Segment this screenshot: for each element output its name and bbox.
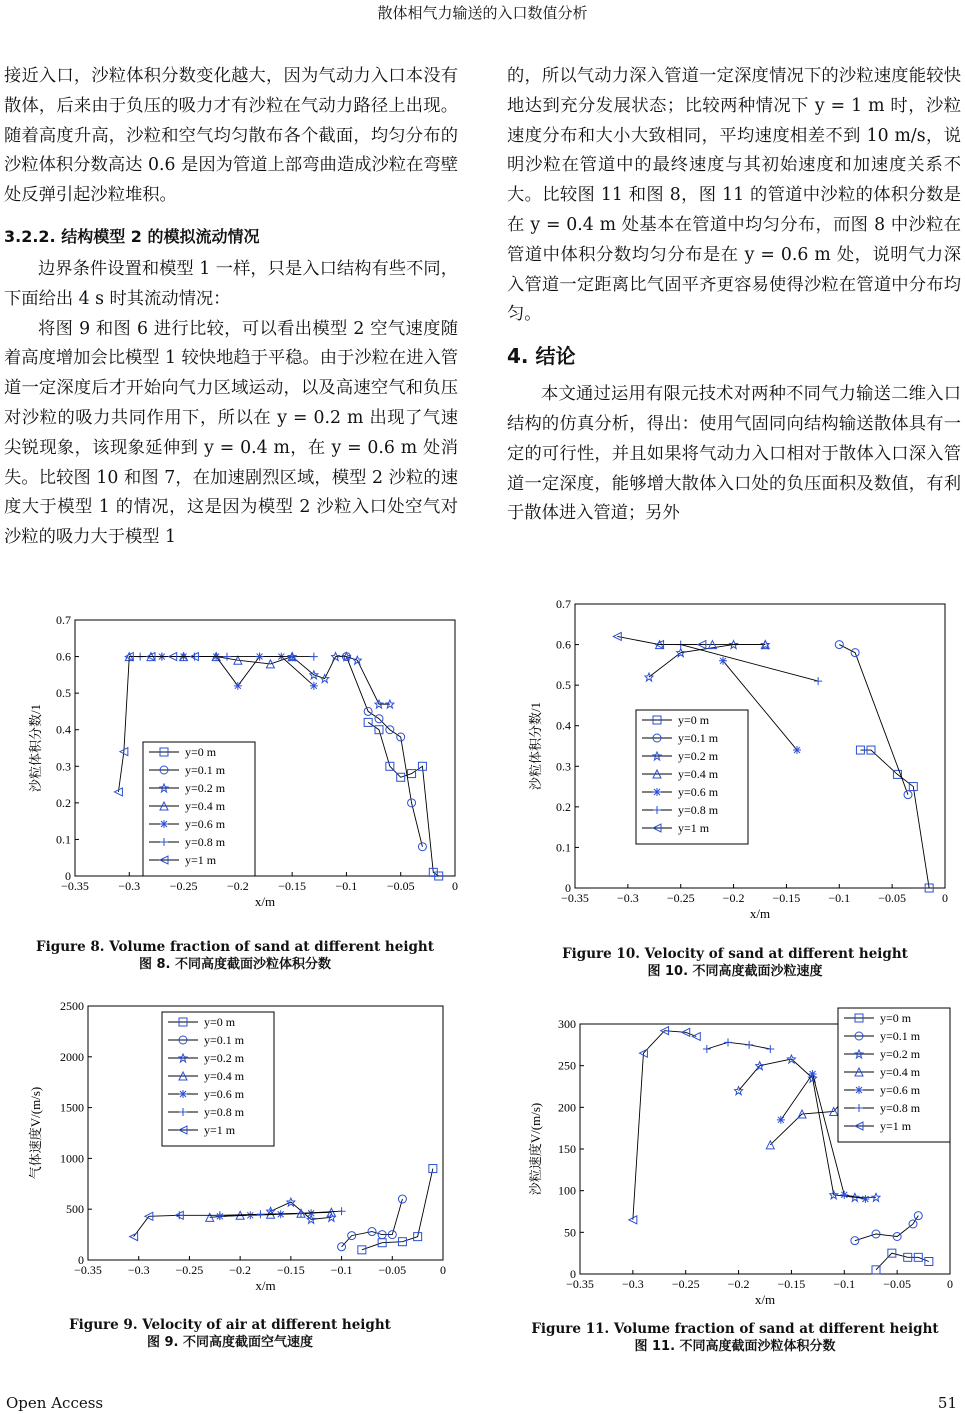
x-tick-label: −0.05 bbox=[878, 891, 907, 905]
data-point bbox=[809, 1070, 817, 1078]
figure-10 bbox=[520, 590, 950, 930]
figure-8-caption bbox=[20, 938, 450, 974]
legend-label: y=0 m bbox=[880, 1011, 912, 1025]
legend-label: y=0.4 m bbox=[880, 1065, 921, 1079]
y-tick-label: 0 bbox=[570, 1267, 576, 1281]
y-tick-label: 100 bbox=[558, 1183, 576, 1198]
y-tick-label: 0.5 bbox=[556, 678, 571, 693]
x-tick-label: −0.1 bbox=[335, 879, 358, 893]
series-y-0-m bbox=[872, 1249, 933, 1274]
x-tick-label: −0.05 bbox=[386, 879, 415, 893]
legend-label: y=0.1 m bbox=[185, 763, 226, 777]
figure-8 bbox=[20, 606, 458, 924]
legend-label: y=0.1 m bbox=[678, 731, 719, 745]
section-heading-3-2-2: 3.2.2. 结构模型 2 的模拟流动情况 bbox=[4, 226, 260, 246]
series-y-0.1-m bbox=[851, 1212, 922, 1245]
data-point bbox=[835, 641, 843, 649]
legend-label: y=0.1 m bbox=[204, 1033, 245, 1047]
data-point bbox=[793, 746, 801, 754]
y-tick-label: 0 bbox=[78, 1253, 84, 1267]
series-y-0.2-m bbox=[288, 653, 394, 709]
data-point bbox=[724, 1038, 732, 1046]
legend-label: y=0.8 m bbox=[678, 803, 719, 817]
footer-page-number: 51 bbox=[937, 1394, 957, 1412]
series-line bbox=[134, 1215, 180, 1236]
x-axis-label: x/m bbox=[754, 1292, 776, 1307]
y-axis-label: 沙粒体积分数/1 bbox=[528, 701, 543, 791]
y-tick-label: 0.6 bbox=[56, 649, 71, 664]
x-tick-label: 0 bbox=[942, 891, 948, 905]
y-tick-label: 2000 bbox=[60, 1049, 84, 1064]
data-point bbox=[234, 682, 242, 690]
y-tick-label: 0.1 bbox=[56, 832, 71, 847]
figure-11-caption-en: Figure 11. Volume fraction of sand at different height bbox=[531, 1321, 939, 1337]
legend-label: y=0.1 m bbox=[880, 1029, 921, 1043]
x-tick-label: −0.15 bbox=[777, 1277, 806, 1291]
legend-label: y=1 m bbox=[185, 853, 217, 867]
y-tick-label: 0.7 bbox=[56, 613, 71, 627]
x-tick-label: −0.2 bbox=[229, 1263, 252, 1277]
legend-marker bbox=[160, 820, 168, 828]
x-tick-label: −0.1 bbox=[330, 1263, 353, 1277]
left-paragraph-3: 将图 9 和图 6 进行比较，可以看出模型 2 空气速度随着高度增加会比模型 1 较快地趋于平稳。由于沙粒在进入管道一定深度后才开始向气力区域运动，以及高速空气和负压对沙粒的吸力共同作用下，所以在 y = 0.2 m 出现了气速尖锐现象，该现象延伸到 y = 0.4 m，在 y = 0.6 m 处消失。比较图 10 和图 7，在加速剧烈区域，模型 2 沙粒的速度大于模型 1 的情况，这是因为模型 2 沙粒入口处空气对沙粒的吸力大于模型 1 bbox=[4, 318, 459, 548]
x-tick-label: 0 bbox=[452, 879, 458, 893]
series-y-1-m bbox=[130, 1211, 184, 1240]
data-point bbox=[914, 1212, 922, 1220]
footer-open-access: Open Access bbox=[6, 1394, 104, 1412]
data-point bbox=[745, 1041, 753, 1049]
data-point bbox=[925, 1258, 933, 1266]
x-tick-label: −0.25 bbox=[175, 1263, 204, 1277]
data-point bbox=[904, 791, 912, 799]
x-tick-label: −0.35 bbox=[566, 1277, 594, 1291]
data-point bbox=[861, 1195, 869, 1203]
data-point bbox=[703, 1045, 711, 1053]
series-line bbox=[707, 1042, 770, 1049]
data-point bbox=[719, 657, 727, 665]
y-tick-label: 500 bbox=[66, 1202, 84, 1217]
data-point bbox=[814, 677, 822, 685]
y-tick-label: 0.7 bbox=[556, 597, 571, 611]
x-tick-label: −0.15 bbox=[276, 1263, 305, 1277]
legend-label: y=0.2 m bbox=[204, 1051, 245, 1065]
data-point bbox=[777, 1116, 785, 1124]
y-tick-label: 200 bbox=[558, 1100, 576, 1115]
data-point bbox=[766, 1045, 774, 1053]
figure-11 bbox=[520, 1004, 953, 1307]
legend-label: y=0.2 m bbox=[678, 749, 719, 763]
series-y-0.1-m bbox=[835, 641, 912, 799]
data-point bbox=[338, 1207, 346, 1215]
y-tick-label: 0.6 bbox=[556, 637, 571, 652]
left-paragraph-2: 边界条件设置和模型 1 一样，只是入口结构有些不同，下面给出 4 s 时其流动情况： bbox=[4, 258, 458, 309]
series-y-0.8-m bbox=[175, 1207, 345, 1219]
x-tick-label: −0.3 bbox=[118, 879, 141, 893]
figure-10-chart bbox=[520, 590, 950, 930]
series-y-0-m bbox=[856, 746, 933, 892]
series-line bbox=[855, 1216, 918, 1241]
legend-label: y=1 m bbox=[204, 1123, 236, 1137]
legend-label: y=0.6 m bbox=[678, 785, 719, 799]
legend-label: y=0 m bbox=[185, 745, 217, 759]
legend-label: y=0.8 m bbox=[204, 1105, 245, 1119]
legend-label: y=0.6 m bbox=[185, 817, 226, 831]
y-tick-label: 0.4 bbox=[556, 718, 571, 733]
y-tick-label: 1000 bbox=[60, 1151, 84, 1166]
data-point bbox=[613, 632, 621, 640]
series-line bbox=[681, 645, 818, 682]
y-tick-label: 0.4 bbox=[56, 722, 71, 737]
legend-label: y=0.4 m bbox=[678, 767, 719, 781]
legend-marker bbox=[179, 1090, 187, 1098]
x-tick-label: −0.3 bbox=[127, 1263, 150, 1277]
right-column bbox=[507, 62, 961, 529]
x-tick-label: −0.25 bbox=[666, 891, 695, 905]
series-y-0-m bbox=[358, 1165, 437, 1254]
y-tick-label: 1500 bbox=[60, 1100, 84, 1115]
legend-label: y=0.8 m bbox=[185, 835, 226, 849]
section-heading-4: 4. 结论 bbox=[507, 344, 576, 369]
x-tick-label: −0.1 bbox=[833, 1277, 856, 1291]
series-line bbox=[649, 645, 765, 677]
figure-10-caption bbox=[520, 945, 950, 981]
y-tick-label: 0.3 bbox=[556, 759, 571, 774]
data-point bbox=[246, 1211, 254, 1219]
series-y-0-m bbox=[364, 718, 443, 880]
data-point bbox=[840, 1191, 848, 1199]
series-line bbox=[292, 657, 390, 705]
x-tick-label: −0.05 bbox=[883, 1277, 912, 1291]
figure-8-caption-en: Figure 8. Volume fraction of sand at different height bbox=[36, 939, 434, 955]
figure-10-caption-en: Figure 10. Velocity of sand at different height bbox=[562, 946, 908, 962]
legend-label: y=0 m bbox=[204, 1015, 236, 1029]
series-line bbox=[633, 1031, 696, 1220]
y-axis-label: 沙粒速度V/(m/s) bbox=[528, 1102, 543, 1196]
legend-label: y=1 m bbox=[880, 1119, 912, 1133]
series-line bbox=[362, 1169, 433, 1250]
series-line bbox=[346, 657, 422, 847]
x-tick-label: 0 bbox=[947, 1277, 953, 1291]
left-column bbox=[4, 62, 458, 553]
x-tick-label: −0.35 bbox=[61, 879, 89, 893]
series-y-1-m bbox=[629, 1027, 700, 1224]
x-tick-label: −0.2 bbox=[722, 891, 745, 905]
figure-11-chart bbox=[520, 1004, 953, 1307]
x-tick-label: −0.3 bbox=[616, 891, 639, 905]
running-title: 散体相气力输送的入口数值分析 bbox=[377, 4, 588, 22]
y-tick-label: 50 bbox=[564, 1225, 576, 1240]
x-tick-label: −0.35 bbox=[74, 1263, 102, 1277]
figure-10-caption-cn: 图 10. 不同高度截面沙粒速度 bbox=[647, 964, 823, 979]
data-point bbox=[297, 1209, 305, 1217]
legend-marker bbox=[653, 788, 661, 796]
left-paragraph-1: 接近入口，沙粒体积分数变化越大，因为气动力入口本没有散体，后来由于负压的吸力才有沙粒在气动力路径上出现。随着高度升高，沙粒和空气均匀散布各个截面，均匀分布的沙粒体积分数高达 0.6 是因为管道上部弯曲造成沙粒在弯壁处反弹引起沙粒堆积。 bbox=[4, 66, 458, 206]
y-tick-label: 0 bbox=[65, 869, 71, 883]
x-tick-label: −0.35 bbox=[561, 891, 589, 905]
legend-marker bbox=[855, 1086, 863, 1094]
x-axis-label: x/m bbox=[255, 1278, 276, 1293]
data-point bbox=[256, 1210, 264, 1218]
figure-9-caption-en: Figure 9. Velocity of air at different height bbox=[69, 1317, 391, 1333]
series-y-0.1-m bbox=[342, 653, 426, 851]
data-point bbox=[216, 1211, 224, 1219]
x-tick-label: −0.15 bbox=[278, 879, 307, 893]
y-tick-label: 0.3 bbox=[56, 759, 71, 774]
figure-11-caption bbox=[520, 1320, 950, 1356]
legend-label: y=0.2 m bbox=[185, 781, 226, 795]
legend-label: y=1 m bbox=[678, 821, 710, 835]
figure-8-chart bbox=[20, 606, 458, 924]
x-tick-label: −0.05 bbox=[378, 1263, 407, 1277]
y-axis-label: 沙粒体积分数/1 bbox=[28, 703, 43, 793]
legend-label: y=0.4 m bbox=[204, 1069, 245, 1083]
y-tick-label: 150 bbox=[558, 1142, 576, 1156]
x-axis-label: x/m bbox=[749, 906, 771, 921]
figure-8-caption-cn: 图 8. 不同高度截面沙粒体积分数 bbox=[138, 957, 332, 972]
data-point bbox=[223, 653, 231, 661]
y-tick-label: 0.1 bbox=[556, 840, 571, 855]
y-tick-label: 250 bbox=[558, 1058, 576, 1073]
figure-9-chart bbox=[20, 994, 450, 1294]
y-axis-label: 气体速度V/(m/s) bbox=[28, 1086, 43, 1180]
y-tick-label: 2500 bbox=[60, 999, 84, 1013]
right-paragraph-2: 本文通过运用有限元技术对两种不同气力输送二维入口结构的仿真分析，得出：使用气固同向结构输送散体具有一定的可行性，并且如果将气动力入口相对于散体入口深入管道一定深度，能够增大散体入口处的负压面积及数值，有利于散体进入管道；另外 bbox=[507, 384, 961, 524]
series-y-0.8-m bbox=[703, 1038, 774, 1053]
series-y-0.8-m bbox=[677, 641, 822, 686]
x-tick-label: −0.3 bbox=[621, 1277, 644, 1291]
x-tick-label: −0.2 bbox=[727, 1277, 750, 1291]
y-tick-label: 0.5 bbox=[56, 686, 71, 701]
y-tick-label: 0.2 bbox=[556, 799, 571, 814]
figure-9-caption bbox=[20, 1316, 440, 1352]
legend-label: y=0.6 m bbox=[880, 1083, 921, 1097]
legend-label: y=0.6 m bbox=[204, 1087, 245, 1101]
legend-label: y=0.8 m bbox=[880, 1101, 921, 1115]
y-tick-label: 300 bbox=[558, 1017, 576, 1031]
y-tick-label: 0 bbox=[565, 881, 571, 895]
x-tick-label: −0.25 bbox=[671, 1277, 700, 1291]
x-tick-label: 0 bbox=[440, 1263, 446, 1277]
x-axis-label: x/m bbox=[254, 894, 276, 909]
series-line bbox=[368, 722, 439, 876]
data-point bbox=[310, 682, 318, 690]
x-tick-label: −0.25 bbox=[169, 879, 198, 893]
figure-9-caption-cn: 图 9. 不同高度截面空气速度 bbox=[146, 1335, 314, 1350]
figure-11-caption-cn: 图 11. 不同高度截面沙粒体积分数 bbox=[634, 1339, 836, 1354]
y-tick-label: 0.2 bbox=[56, 795, 71, 810]
legend-label: y=0.2 m bbox=[880, 1047, 921, 1061]
figure-9 bbox=[20, 994, 450, 1294]
x-tick-label: −0.2 bbox=[226, 879, 249, 893]
legend-label: y=0.4 m bbox=[185, 799, 226, 813]
legend-label: y=0 m bbox=[678, 713, 710, 727]
right-paragraph-1: 的，所以气动力深入管道一定深度情况下的沙粒速度能较快地达到充分发展状态；比较两种情况下 y = 1 m 时，沙粒速度分布和大小大致相同，平均速度相差不到 10 m/s，说明沙粒在管道中的最终速度与其初始速度和加速度关系不大。比较图 11 和图 8，图 11 的管道中沙粒的体积分数是在 y = 0.4 m 处基本在管道中均匀分布，而图 8 中沙粒在管道中体积分数均匀分布是在 y = 0.6 m 处，说明气力深入管道一定距离比气固平齐更容易使得沙粒在管道中分布均匀。 bbox=[507, 66, 961, 325]
x-tick-label: −0.15 bbox=[772, 891, 801, 905]
data-point bbox=[310, 653, 318, 661]
series-line bbox=[839, 645, 908, 795]
x-tick-label: −0.1 bbox=[828, 891, 851, 905]
